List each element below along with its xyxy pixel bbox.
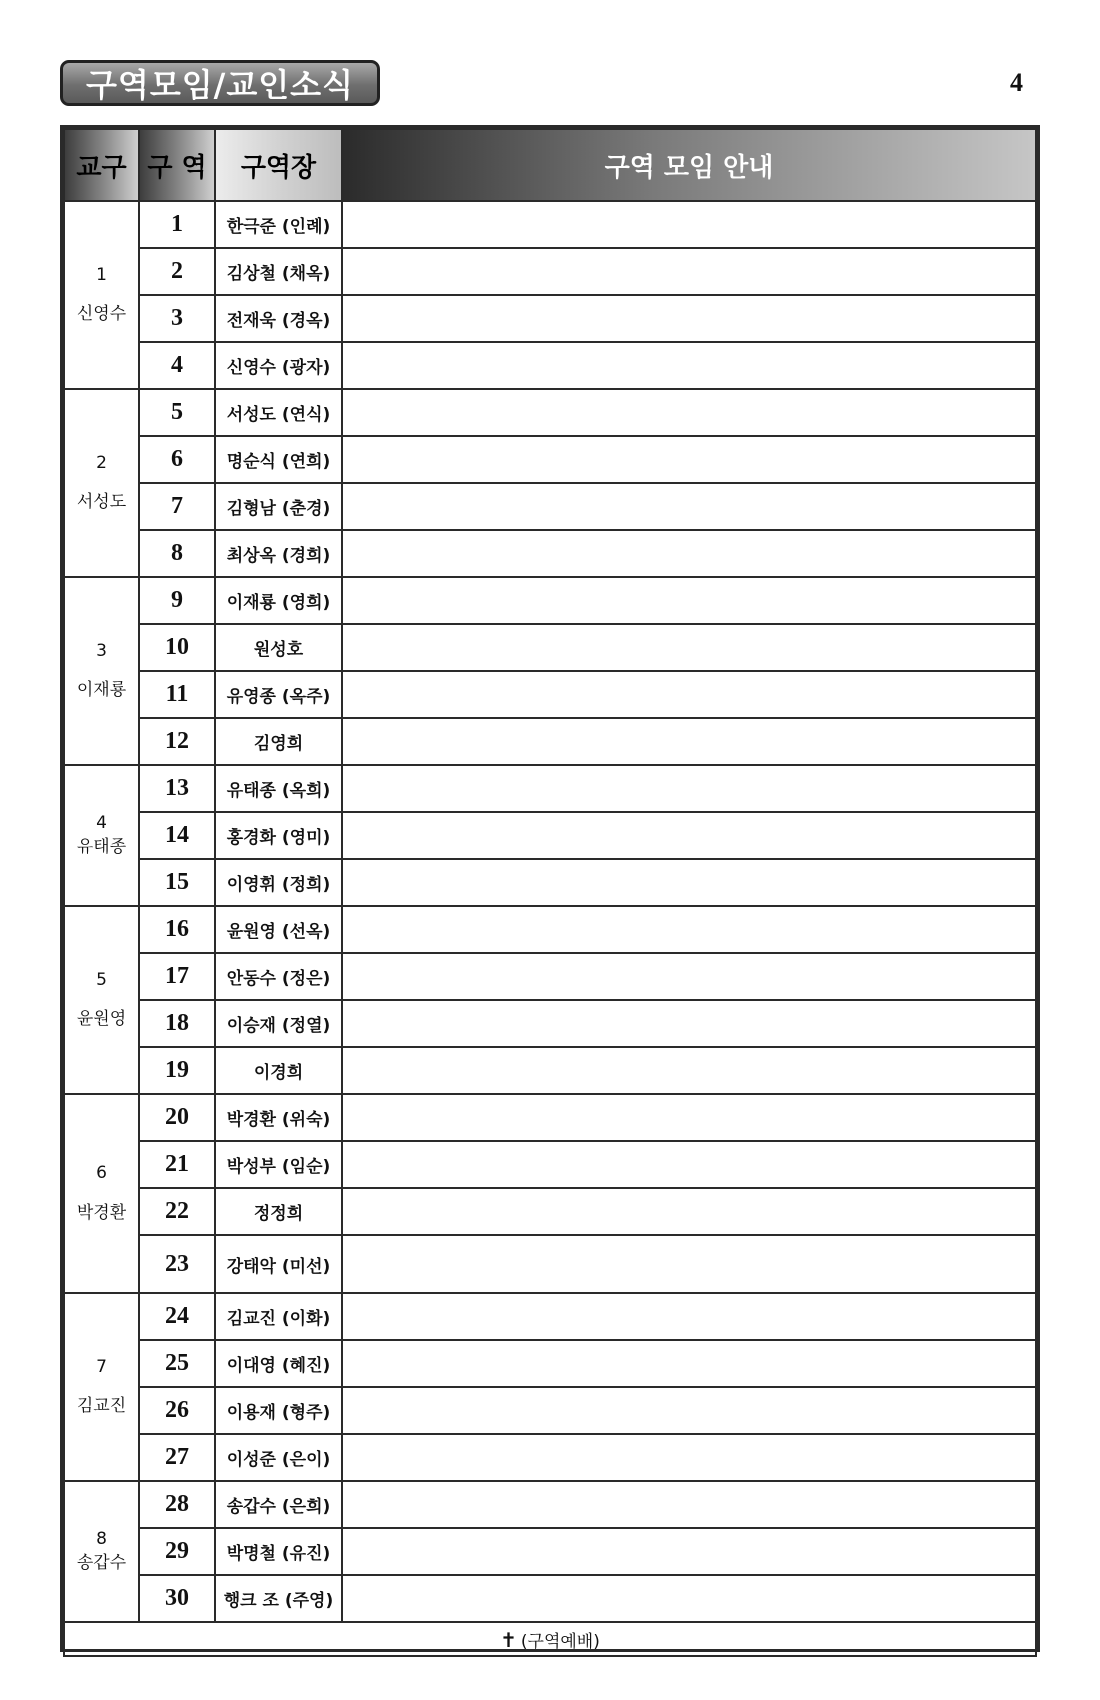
table-row: [64, 1481, 1036, 1528]
zone-number: 17: [139, 953, 215, 1000]
zone-number: 8: [139, 530, 215, 577]
district-leader: 송갑수: [76, 1552, 127, 1573]
zone-leader: 한극준 (인례): [215, 201, 342, 248]
section-title-box: [60, 60, 380, 106]
table-row: [64, 906, 1036, 953]
district-number: 4: [96, 812, 107, 833]
zone-number: 15: [139, 859, 215, 906]
meeting-info-cell[interactable]: [342, 483, 1036, 530]
zone-leader: 정정희: [215, 1188, 342, 1235]
meeting-info-cell[interactable]: [342, 812, 1036, 859]
table-row: [64, 389, 1036, 436]
zone-leader: 박경환 (위숙): [215, 1094, 342, 1141]
district-leader: 김교진: [76, 1396, 127, 1416]
district-leader: 서성도: [76, 492, 127, 512]
zone-number: 9: [139, 577, 215, 624]
zone-number: 11: [139, 671, 215, 718]
district-number: 6: [96, 1163, 107, 1184]
meeting-info-cell[interactable]: [342, 1094, 1036, 1141]
zone-leader: 유태종 (옥희): [215, 765, 342, 812]
zone-leader: 홍경화 (영미): [215, 812, 342, 859]
meeting-info-cell[interactable]: [342, 436, 1036, 483]
zone-leader: 김영희: [215, 718, 342, 765]
district-cell: [64, 201, 139, 389]
zone-leader: 박명철 (유진): [215, 1528, 342, 1575]
zone-number: 5: [139, 389, 215, 436]
table-footer-row: [64, 1622, 1036, 1656]
meeting-info-cell[interactable]: [342, 201, 1036, 248]
district-leader: 박경환: [76, 1202, 127, 1223]
zone-number: 3: [139, 295, 215, 342]
meeting-info-cell[interactable]: [342, 530, 1036, 577]
table-row: [64, 1528, 1036, 1575]
district-leader: 윤원영: [76, 1009, 127, 1029]
meeting-info-cell[interactable]: [342, 1293, 1036, 1340]
district-number: 5: [96, 969, 107, 990]
zone-number: 1: [139, 201, 215, 248]
zone-number: 26: [139, 1387, 215, 1434]
table-row: [64, 1293, 1036, 1340]
zone-leader: 원성호: [215, 624, 342, 671]
meeting-info-cell[interactable]: [342, 577, 1036, 624]
meeting-info-cell[interactable]: [342, 718, 1036, 765]
zone-leader: 강태악 (미선): [215, 1235, 342, 1293]
table-row: [64, 859, 1036, 906]
district-leader: 이재룡: [76, 680, 127, 700]
district-number: 3: [96, 640, 107, 661]
table-row: [64, 1575, 1036, 1622]
meeting-info-cell[interactable]: [342, 1141, 1036, 1188]
zone-number: 18: [139, 1000, 215, 1047]
meeting-info-cell[interactable]: [342, 1481, 1036, 1528]
table-row: [64, 1235, 1036, 1293]
meeting-info-cell[interactable]: [342, 389, 1036, 436]
column-header-zone-leader: 구역장: [215, 129, 342, 201]
column-header-zone: 구 역: [139, 129, 215, 201]
zone-number: 27: [139, 1434, 215, 1481]
table-row: [64, 671, 1036, 718]
table-row: [64, 624, 1036, 671]
zone-leader: 안동수 (정은): [215, 953, 342, 1000]
zone-leader: 명순식 (연희): [215, 436, 342, 483]
meeting-info-cell[interactable]: [342, 953, 1036, 1000]
table-row: [64, 718, 1036, 765]
table-row: [64, 812, 1036, 859]
page-number: 4: [1010, 68, 1023, 97]
meeting-info-cell[interactable]: [342, 1047, 1036, 1094]
column-header-meeting-info: 구역 모임 안내: [342, 129, 1036, 201]
zone-leader: 박성부 (임순): [215, 1141, 342, 1188]
table-row: [64, 1188, 1036, 1235]
table-row: [64, 201, 1036, 248]
table-header-row: [64, 129, 1036, 201]
zone-number: 4: [139, 342, 215, 389]
district-leader: 유태종: [76, 836, 127, 857]
zone-leader: 전재욱 (경옥): [215, 295, 342, 342]
table-row: [64, 436, 1036, 483]
zone-number: 29: [139, 1528, 215, 1575]
zone-leader: 이성준 (은이): [215, 1434, 342, 1481]
table-row: [64, 765, 1036, 812]
district-cell: [64, 765, 139, 906]
zone-leader: 최상옥 (경희): [215, 530, 342, 577]
zone-number: 25: [139, 1340, 215, 1387]
district-cell: [64, 1481, 139, 1622]
meeting-info-cell[interactable]: [342, 1188, 1036, 1235]
meeting-info-cell[interactable]: [342, 859, 1036, 906]
zone-leader: 김교진 (이화): [215, 1293, 342, 1340]
column-header-district: 교구: [64, 129, 139, 201]
meeting-info-cell[interactable]: [342, 765, 1036, 812]
meeting-info-cell[interactable]: [342, 295, 1036, 342]
zone-leader: 유영종 (옥주): [215, 671, 342, 718]
meeting-info-cell[interactable]: [342, 342, 1036, 389]
district-cell: [64, 1293, 139, 1481]
meeting-info-cell[interactable]: [342, 1528, 1036, 1575]
district-meeting-table: [60, 125, 1040, 1652]
zone-number: 7: [139, 483, 215, 530]
district-number: 8: [96, 1528, 107, 1549]
zone-number: 28: [139, 1481, 215, 1528]
zone-leader: 김형남 (춘경): [215, 483, 342, 530]
meeting-info-cell[interactable]: [342, 1235, 1036, 1293]
meeting-info-cell[interactable]: [342, 1000, 1036, 1047]
table-row: [64, 577, 1036, 624]
zone-number: 12: [139, 718, 215, 765]
zone-leader: 신영수 (광자): [215, 342, 342, 389]
table-row: [64, 1000, 1036, 1047]
zone-leader: 이대영 (혜진): [215, 1340, 342, 1387]
cross-icon: ✝: [500, 1627, 517, 1652]
zone-leader: 윤원영 (선옥): [215, 906, 342, 953]
district-leader: 신영수: [76, 304, 127, 324]
zone-number: 16: [139, 906, 215, 953]
zone-number: 20: [139, 1094, 215, 1141]
zone-number: 19: [139, 1047, 215, 1094]
table-row: [64, 1141, 1036, 1188]
zone-leader: 이재룡 (영희): [215, 577, 342, 624]
zone-number: 6: [139, 436, 215, 483]
zone-number: 24: [139, 1293, 215, 1340]
zone-number: 22: [139, 1188, 215, 1235]
meeting-info-cell[interactable]: [342, 624, 1036, 671]
table-footer: [64, 1622, 1036, 1656]
table-row: [64, 295, 1036, 342]
zone-leader: 이영휘 (정희): [215, 859, 342, 906]
zone-number: 30: [139, 1575, 215, 1622]
table-row: [64, 1434, 1036, 1481]
table-row: [64, 248, 1036, 295]
district-number: 7: [96, 1356, 107, 1377]
section-title: 구역모임/교인소식: [86, 66, 354, 104]
table-row: [64, 953, 1036, 1000]
district-number: 1: [96, 264, 107, 285]
meeting-info-cell[interactable]: [342, 906, 1036, 953]
zone-leader: 이경희: [215, 1047, 342, 1094]
table-row: [64, 1047, 1036, 1094]
zone-number: 21: [139, 1141, 215, 1188]
table-row: [64, 1340, 1036, 1387]
zone-number: 14: [139, 812, 215, 859]
zone-number: 13: [139, 765, 215, 812]
district-number: 2: [96, 452, 107, 473]
district-cell: [64, 577, 139, 765]
zone-leader: 이승재 (정열): [215, 1000, 342, 1047]
zone-number: 2: [139, 248, 215, 295]
meeting-info-cell[interactable]: [342, 1387, 1036, 1434]
meeting-info-cell[interactable]: [342, 248, 1036, 295]
zone-number: 23: [139, 1235, 215, 1293]
zone-leader: 김상철 (채옥): [215, 248, 342, 295]
table-row: [64, 483, 1036, 530]
meeting-info-cell[interactable]: [342, 1340, 1036, 1387]
meeting-info-cell[interactable]: [342, 1434, 1036, 1481]
zone-number: 10: [139, 624, 215, 671]
zone-leader: 이용재 (형주): [215, 1387, 342, 1434]
footer-text: (구역예배): [520, 1631, 600, 1652]
table-row: [64, 1094, 1036, 1141]
table-row: [64, 342, 1036, 389]
table-row: [64, 530, 1036, 577]
meeting-info-cell[interactable]: [342, 1575, 1036, 1622]
district-cell: [64, 906, 139, 1094]
district-cell: [64, 1094, 139, 1293]
zone-leader: 서성도 (연식): [215, 389, 342, 436]
zone-leader: 송갑수 (은희): [215, 1481, 342, 1528]
meeting-info-cell[interactable]: [342, 671, 1036, 718]
district-cell: [64, 389, 139, 577]
table-row: [64, 1387, 1036, 1434]
zone-leader: 행크 조 (주영): [215, 1575, 342, 1622]
